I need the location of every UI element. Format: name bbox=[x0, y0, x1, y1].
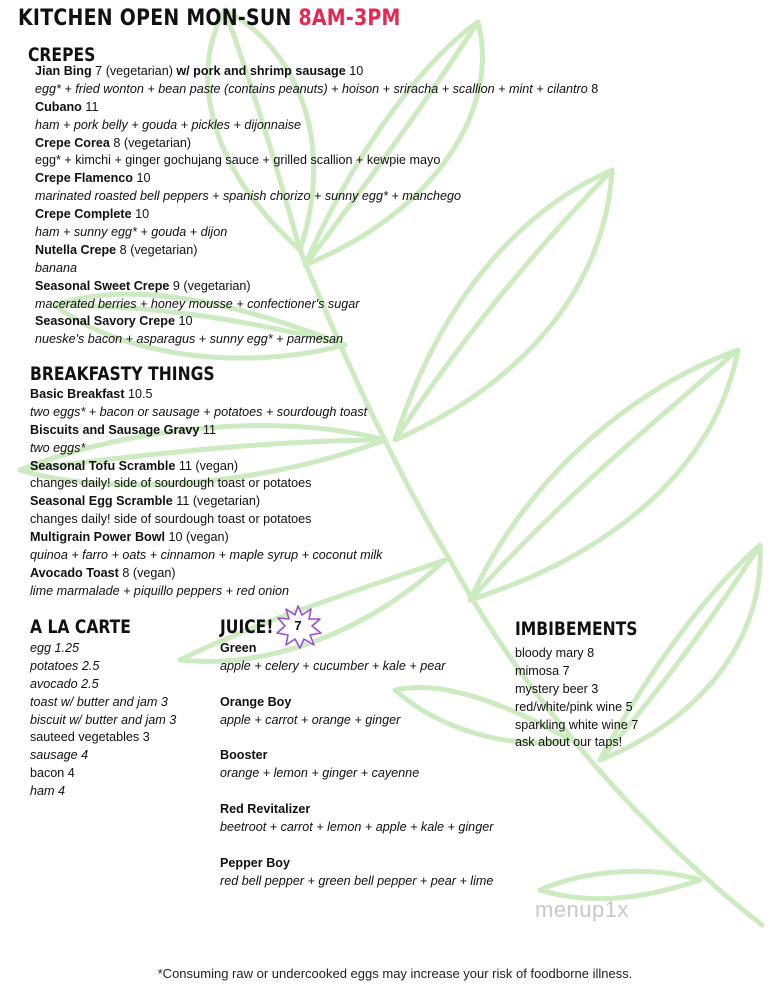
list-item: potatoes 2.5 bbox=[30, 658, 100, 673]
juice-description: apple + celery + cucumber + kale + pear bbox=[220, 658, 446, 673]
list-item: ham 4 bbox=[30, 784, 66, 799]
menu-item-name-row: Multigrain Power Bowl 10 (vegan) bbox=[30, 530, 229, 545]
list-item: bacon 4 bbox=[30, 766, 75, 781]
list-item: mimosa 7 bbox=[515, 663, 570, 678]
list-item: avocado 2.5 bbox=[30, 676, 99, 691]
list-item: bloody mary 8 bbox=[515, 646, 595, 660]
juice-list bbox=[220, 640, 493, 890]
list-item: sausage 4 bbox=[30, 748, 89, 763]
juice-name: Pepper Boy bbox=[220, 855, 290, 870]
menu-item-description: quinoa + farro + oats + cinnamon + maple syrup + coconut milk bbox=[30, 548, 383, 563]
menu-item-name-row: Seasonal Sweet Crepe 9 (vegetarian) bbox=[35, 278, 251, 293]
menu-item-description: macerated berries + honey mousse + confectioner's sugar bbox=[35, 296, 360, 311]
list-item: egg 1.25 bbox=[30, 641, 80, 655]
list-item: toast w/ butter and jam 3 bbox=[30, 694, 168, 709]
list-item: biscuit w/ butter and jam 3 bbox=[30, 712, 177, 727]
menu-item-description: marinated roasted bell peppers + spanish chorizo + sunny egg* + manchego bbox=[35, 189, 462, 204]
breakfast-list bbox=[30, 386, 382, 601]
list-item: mystery beer 3 bbox=[515, 681, 599, 696]
menu-item-description: egg* + fried wonton + bean paste (contains peanuts) + hoison + sriracha + scallion + mint + cilantro 8 bbox=[35, 81, 599, 96]
imbibements-section-title: IMBIBEMENTS bbox=[515, 618, 638, 640]
juice-description: red bell pepper + green bell pepper + pear + lime bbox=[220, 873, 494, 888]
kitchen-hours-label: KITCHEN OPEN MON-SUN bbox=[18, 6, 292, 31]
menu-item-name-row: Seasonal Tofu Scramble 11 (vegan) bbox=[30, 458, 239, 473]
menu-item-name-row: Biscuits and Sausage Gravy 11 bbox=[30, 422, 216, 437]
juice-price: 7 bbox=[294, 618, 302, 633]
alacarte-section-title: A LA CARTE bbox=[30, 616, 131, 638]
page-title bbox=[18, 6, 401, 31]
list-item: sauteed vegetables 3 bbox=[30, 730, 150, 745]
menu-item-description: ham + sunny egg* + gouda + dijon bbox=[35, 225, 228, 240]
list-item: ask about our taps! bbox=[515, 735, 623, 750]
list-item: red/white/pink wine 5 bbox=[515, 699, 633, 714]
menu-item-description: two eggs* bbox=[30, 440, 86, 455]
juice-section-title: JUICE! bbox=[220, 616, 274, 638]
menu-item-name-row: Seasonal Savory Crepe 10 bbox=[35, 314, 193, 329]
menu-item-name-row: Basic Breakfast 10.5 bbox=[30, 387, 153, 401]
menu-item-description: changes daily! side of sourdough toast or potatoes bbox=[30, 512, 312, 527]
alacarte-list bbox=[30, 640, 176, 801]
crepes-section-title: CREPES bbox=[28, 44, 96, 66]
foodborne-illness-disclaimer: *Consuming raw or undercooked eggs may increase your risk of foodborne illness. bbox=[157, 966, 633, 981]
imbibements-list bbox=[515, 645, 638, 752]
juice-name: Booster bbox=[220, 748, 268, 763]
juice-name: Orange Boy bbox=[220, 694, 292, 709]
juice-description: apple + carrot + orange + ginger bbox=[220, 712, 401, 727]
menu-item-description: nueske's bacon + asparagus + sunny egg* + parmesan bbox=[35, 332, 344, 347]
menu-item-description: banana bbox=[35, 260, 78, 275]
menu-item-description: lime marmalade + piquillo peppers + red onion bbox=[30, 583, 290, 598]
menu-item-name-row: Seasonal Egg Scramble 11 (vegetarian) bbox=[30, 494, 261, 509]
menu-item-description: changes daily! side of sourdough toast or potatoes bbox=[30, 476, 312, 491]
menu-item-name-row: Avocado Toast 8 (vegan) bbox=[30, 565, 176, 580]
menu-item-description: ham + pork belly + gouda + pickles + dijonnaise bbox=[35, 117, 302, 132]
watermark-logo: menup1x bbox=[535, 897, 630, 922]
juice-description: orange + lemon + ginger + cayenne bbox=[220, 766, 420, 781]
kitchen-hours-time: 8AM-3PM bbox=[298, 6, 401, 31]
juice-name: Red Revitalizer bbox=[220, 802, 311, 817]
menu-item-name-row: Crepe Corea 8 (vegetarian) bbox=[35, 135, 192, 150]
menu-item-name-row: Crepe Flamenco 10 bbox=[35, 171, 151, 186]
breakfast-section-title: BREAKFASTY THINGS bbox=[30, 363, 215, 385]
juice-name: Green bbox=[220, 641, 257, 655]
menu-item-description: two eggs* + bacon or sausage + potatoes + sourdough toast bbox=[30, 404, 368, 419]
juice-description: beetroot + carrot + lemon + apple + kale + ginger bbox=[220, 819, 494, 834]
menu-item-name-row: Crepe Complete 10 bbox=[35, 207, 150, 222]
menu-item-name-row: Nutella Crepe 8 (vegetarian) bbox=[35, 242, 198, 257]
list-item: sparkling white wine 7 bbox=[515, 717, 639, 732]
menu-item-name-row: Jian Bing 7 (vegetarian) w/ pork and shrimp sausage 10 bbox=[35, 64, 364, 78]
crepes-list bbox=[35, 63, 598, 349]
menu-item-description: egg* + kimchi + ginger gochujang sauce + grilled scallion + kewpie mayo bbox=[35, 153, 441, 168]
menu-item-name-row: Cubano 11 bbox=[35, 99, 99, 114]
